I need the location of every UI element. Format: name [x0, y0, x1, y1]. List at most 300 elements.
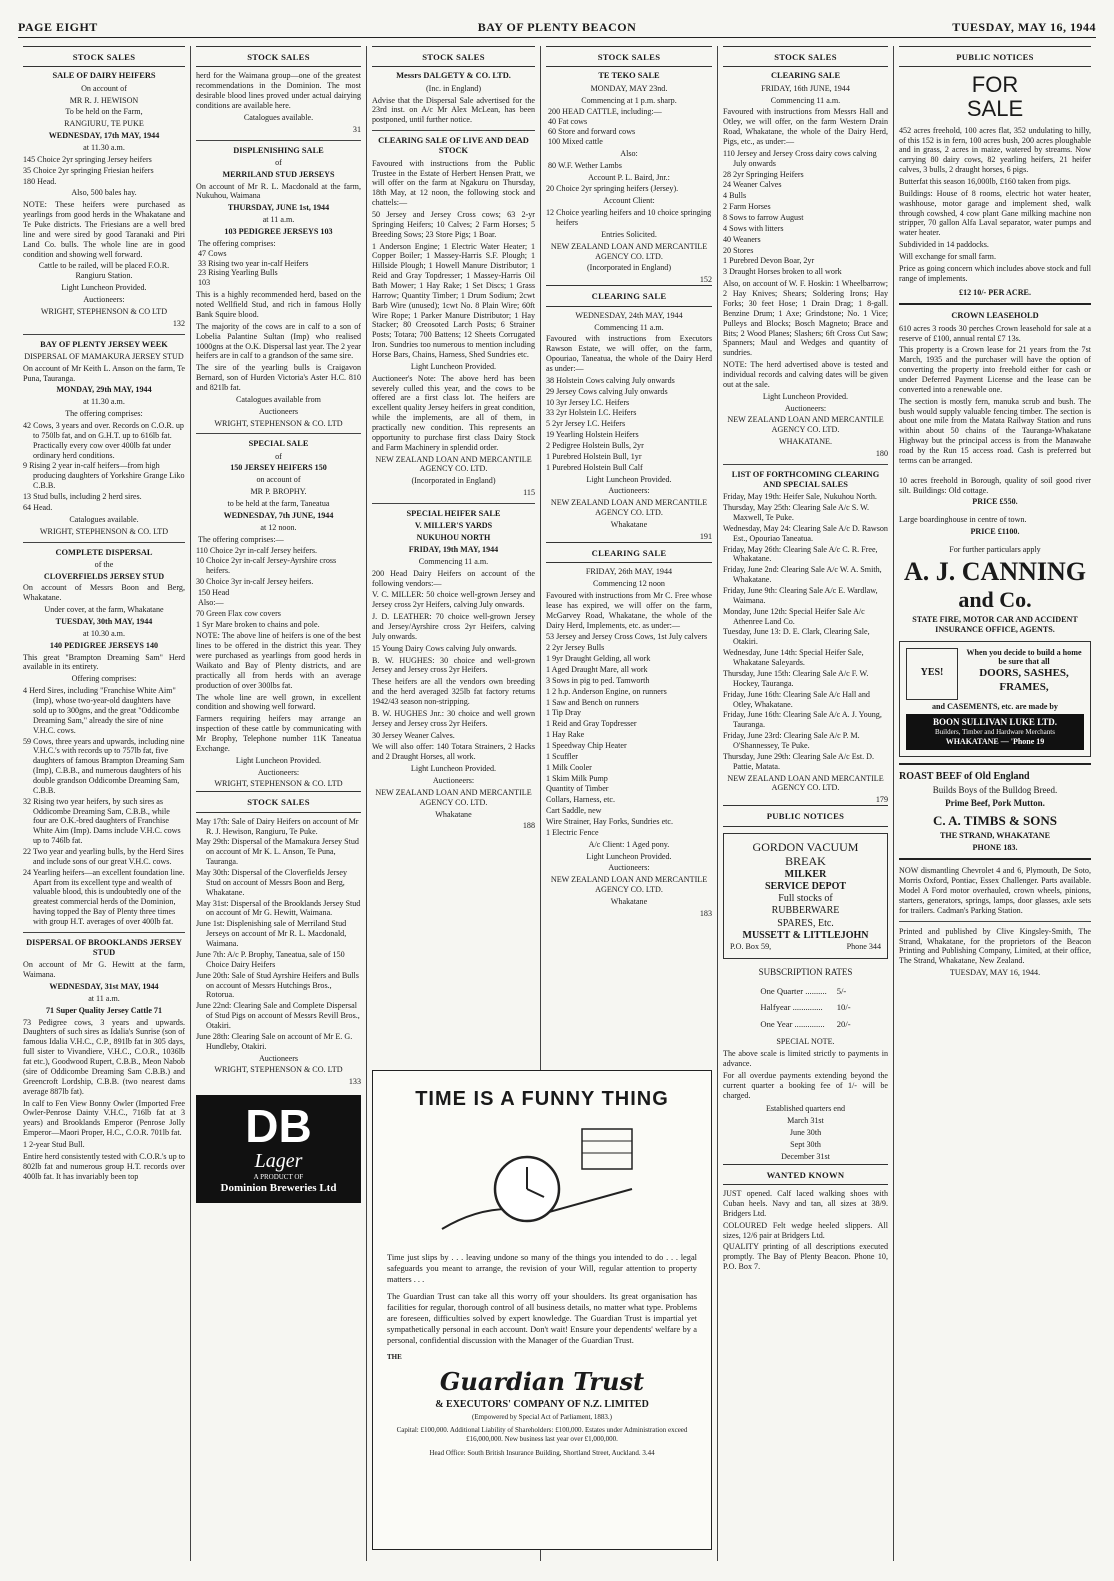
sale-list-item: Friday, June 16th: Clearing Sale A/c Hall and Otley, Whakatane. — [723, 689, 870, 709]
ad-text: Also, on account of W. F. Hoskin: 1 Wheelbarrow; 2 Hay Knives; Shears; Soldering Irons; Hay Forks; 30 feet Hose; 1 Drain Drag; 1 8-gall. Benzine Drum; 1 Axe; Grindstone; No. 1 Vice; Pulleys and Blocks; Bosch Magneto; Brace and Bits; 2 Wood Planes; Slashers; 6ft Cross Cut Saw; Spanners; Maul and Wedges and quantity of sundries. — [723, 279, 888, 358]
ad-text: Light Luncheon Provided. — [61, 283, 147, 293]
lot-item: 60 Store and forward cows — [548, 127, 636, 137]
ad-text: Whakatane — [610, 897, 648, 906]
ad-text: The offering comprises:— — [198, 534, 284, 544]
rate-label: Halfyear .............. — [760, 1002, 823, 1013]
lot-item: Quantity of Timber — [546, 784, 609, 794]
sale-list-item: June 1st: Displenishing sale of Merriland Stud Jerseys on account of Mr R. L. Macdonald, Waimana. — [196, 919, 347, 949]
quarter-date: Sept 30th — [790, 1139, 821, 1149]
ad-text: On account of Mr R. L. Macdonald at the farm, Nukuhou, Waimana — [196, 181, 361, 201]
ad-title: SPECIAL HEIFER SALE — [406, 509, 501, 519]
bsl-yes-caption: YES! — [920, 667, 944, 679]
ad-text: This great "Brampton Dreaming Sam" Herd available in its entirety. — [23, 652, 185, 672]
ad-text: Offering comprises: — [71, 674, 137, 684]
ad-title: Messrs DALGETY & CO. LTD. — [396, 71, 511, 81]
ad-text: STATE FIRE, MOTOR CAR AND ACCIDENT INSURANCE OFFICE, AGENTS. — [912, 614, 1078, 634]
ad-text: 1 Anderson Engine; 1 Electric Water Heater; 1 Copper Boiler; 1 Massey-Harris S.F. Plough; 1 Hillside Plough; 1 Howell Manure Distributor; 1 Reid and Gray Topdresser; 1 Massey-Harris Oil Bath Mower; 1 Hay Rake; 1 Set Discs; 1 Grass Harrow; Quantity Timber; 1 Drum Sodium; 2cwt Barb Wire (unused); 1cwt No. 8 Plain Wire; 60ft Wire Rope; 1 Parker Manure Distributor; 1 Hay Stacker; 80 Creosoted Larch Posts; 6 Strainer Posts; Totara; 700 Battens; 12 Sheets Corrugated Iron. Sundries too numerous to mention including Horse Bars, Chains, Harness, Shed Sundries etc. — [372, 241, 535, 359]
lot-item: 40 Fat cows — [548, 117, 588, 127]
ad-text: Buildings: House of 8 rooms, electric hot water heater, washhouse, motor garage and implement shed, walk through cowshed, 4 cow plant Gane milking machine non stripper, 70 gallon Alfa Laval separator, water pumps and water heater. — [899, 188, 1091, 238]
section-header: PUBLIC NOTICES — [723, 805, 888, 826]
sale-date: WEDNESDAY, 31st MAY, 1944 — [49, 982, 159, 992]
classified-ad: QUALITY printing of all descriptions executed promptly. The Bay of Plenty Beacon. Phone 10, P.O. Box 7. — [723, 1242, 888, 1272]
ad-headline: ROAST BEEF of Old England — [899, 770, 1030, 782]
issue-date: TUESDAY, MAY 16, 1944 — [952, 20, 1096, 34]
lot-item: 10 3yr Jersey I.C. Heifers — [546, 397, 630, 407]
sale-list-item: June 28th: Clearing Sale on account of Mr E. G. Hundleby, Otakiri. — [196, 1031, 353, 1051]
sale-date: FRIDAY, 26th MAY, 1944 — [585, 567, 673, 577]
ad-text: to be held at the farm, Taneatua — [227, 499, 330, 509]
ad-headline: SALE — [966, 95, 1024, 121]
ad-number: 31 — [352, 124, 361, 134]
rate-label: One Quarter .......... — [760, 985, 827, 996]
ad-footer — [387, 1449, 697, 1458]
sale-time: at 12 noon. — [260, 522, 297, 532]
section-header: PUBLIC NOTICES — [899, 46, 1091, 67]
ad-number: 179 — [875, 795, 888, 805]
section-header: STOCK SALES — [196, 46, 361, 67]
lot-item: 4 Bulls — [723, 191, 747, 201]
sale-date: THURSDAY, JUNE 1st, 1944 — [227, 203, 330, 213]
ad-text: 1 2-year Stud Bull. — [23, 1139, 85, 1149]
ad-text: MR R. J. HEWISON — [69, 95, 139, 105]
ad-text: SPARES, Etc. — [777, 917, 834, 929]
ad-text: We will also offer: 140 Totara Strainers, 2 Hacks and 2 Draught Horses, all work. — [372, 742, 535, 762]
lot-item: 22 Two year and yearling bulls, by the Herd Sires and include sons of our great V.H.C. cows. — [23, 846, 184, 866]
ad-headline: FOR — [971, 72, 1019, 98]
lot-item: 1 Tip Dray — [546, 708, 582, 718]
rate-value: 20/- — [836, 1018, 851, 1029]
lot-item: 4 Herd Sires, including "Franchise White Aim" (Imp), whose two-year-old daughters have sold up to 300gns, and the great "Oddicombe Dreaming Sam," already the sire of nine V.H.C. cows. — [23, 686, 180, 735]
ad-title: BAY OF PLENTY JERSEY WEEK — [40, 339, 168, 349]
sale-list-item: Monday, June 12th: Special Heifer Sale A/c Athenree Land Co. — [723, 606, 865, 626]
ad-text: Cattle to be railed, will be placed F.O.R. Rangiuru Station. — [38, 261, 170, 281]
ad-headline: GORDON VACUUM — [752, 839, 859, 854]
ad-text: Favoured with instructions from Mr C. Free whose lease has expired, we will offer on the farm, McGarvey Road, Whakatane, the whole of the Dairy Herd, Implements, etc. as under:— — [546, 590, 712, 630]
lot-item: 33 2yr Holstein I.C. Heifers — [546, 408, 637, 418]
price: PRICE £1100. — [970, 527, 1020, 537]
ad-text: The majority of the cows are in calf to a son of Lobelia Palantine Sultan (Imp) who realised 1000gns at the O.K. Dispersal last year. The 2 year heifers are in calf to a grandson of the same sire. — [196, 321, 361, 361]
price: £12 10/- PER ACRE. — [959, 287, 1031, 297]
ad-text: These heifers are all the vendors own breeding and the herd averaged 325lb fat factory returns 1942/43 season non-stripping. — [372, 677, 535, 707]
sale-date: WEDNESDAY, 24th MAY, 1944 — [575, 310, 683, 320]
lot-item: 180 Head. — [23, 176, 57, 186]
sale-list-item: Wednesday, May 24: Clearing Sale A/c D. Rawson Est., Opouriao Taneatua. — [723, 523, 888, 543]
ad-text: Also: — [620, 148, 638, 158]
ad-text: and CASEMENTS, etc. are made by — [932, 701, 1058, 711]
lot-heading: 150 JERSEY HEIFERS 150 — [230, 463, 327, 473]
ad-text: B. W. HUGHES: 30 choice and well-grown Jersey and Jersey cross 2yr Heifers. — [372, 655, 535, 675]
lot-item: 24 Yearling heifers—an excellent foundation line. Apart from its excellent type and wealth of valuable blood, this is undoubtedly one of the greatest commercial herds of the Dominion, having topped the Bay of Plenty three times with group H.T. averages of over 400lb fat. — [23, 867, 185, 926]
sale-time: at 11.30 a.m. — [83, 397, 125, 407]
sale-list-item: Friday, May 19th: Heifer Sale, Nukuhou North. — [723, 492, 877, 502]
ad-text: Head Office: South British Insurance Building, Shortland Street, Auckland. — [429, 1449, 641, 1458]
ad-text: On account of — [81, 83, 127, 93]
ad-title: TE TEKO SALE — [598, 71, 660, 81]
ad-text: This is a highly recommended herd, based on the noted Wellfield Stud, and rich in famous Holly Bank Squire blood. — [196, 290, 361, 319]
lot-item: 24 Weaner Calves — [723, 180, 782, 190]
table-row — [756, 984, 854, 998]
ad-title: CROWN LEASEHOLD — [951, 311, 1039, 321]
ad-text: 200 Head Dairy Heifers on account of the following vendors:— — [372, 568, 535, 588]
ad-text: of — [275, 451, 282, 461]
lot-heading: 140 PEDIGREE JERSEYS 140 — [49, 640, 159, 650]
lot-heading: 103 PEDIGREE JERSEYS 103 — [224, 227, 333, 237]
auctioneer-name: NEW ZEALAND LOAN AND MERCANTILE AGENCY CO. LTD. — [727, 773, 884, 793]
ad-text: This property is a Crown lease for 21 years from the 7st March, 1935 and the purchaser will have the option of converting the property into freehold either for cash or under Deferred Payment License and the lease can be converted into a renewable one. — [899, 345, 1091, 394]
ad-number: 115 — [523, 488, 535, 498]
column-stock-sales-3 — [367, 46, 540, 1061]
lot-item: 29 Jersey Cows calving July onwards — [546, 386, 668, 396]
lot-item: 1 9yr Draught Gelding, all work — [546, 654, 651, 664]
ad-text: The Guardian Trust can take all this worry off your shoulders. Its great organisation has facilities for regular, thorough control of all business details, no matter what type. Problems are foreseen, difficulties solved by expert knowledge. The Guardian Trust is impartial yet sympathetically personal in each account. Don't wait! Ensure your dependents' welfare by a personal, confidential discussion with the Manager of the Guardian Trust. — [387, 1292, 697, 1345]
ad-text: Light Luncheon Provided. — [410, 764, 497, 774]
lot-item: 1 Aged Draught Mare, all work — [546, 664, 648, 674]
newspaper-title: BAY OF PLENTY BEACON — [477, 20, 637, 34]
ad-text: Will exchange for small farm. — [899, 251, 996, 261]
sale-date: FRIDAY, 16th JUNE, 1944 — [761, 83, 850, 93]
ad-text: 15 Young Dairy Cows calving July onwards. — [372, 643, 517, 653]
lot-item: 1 Hay Rake — [546, 730, 585, 740]
sale-time: at 10.30 a.m. — [82, 628, 126, 638]
lot-item: 1 Syr Mare broken to chains and pole. — [196, 619, 320, 629]
auctioneer-name: NEW ZEALAND LOAN AND MERCANTILE AGENCY CO. LTD. — [727, 415, 884, 435]
ad-text: 50 Jersey and Jersey Cross cows; 63 2-yr Springing Heifers; 10 Calves; 2 Farm Horses; 5 Breeding Sows; 23 Store Pigs; 1 Boar. — [372, 209, 535, 239]
lot-item: 53 Jersey and Jersey Cross Cows, 1st July calvers — [546, 632, 708, 642]
sale-list-item: May 17th: Sale of Dairy Heifers on account of Mr R. J. Hewison, Rangiuru, Te Puke. — [196, 816, 359, 836]
classified-ad: JUST opened. Calf laced walking shoes with Cuban heels. Navy and tan, all sizes at 38/9. Bridgers Ltd. — [723, 1189, 888, 1218]
table-row — [756, 1000, 854, 1014]
lot-item: 47 Cows — [198, 248, 227, 258]
dominion-breweries-ad — [196, 1095, 361, 1203]
ad-text: herd for the Waimana group—one of the greatest recommendations in the Dominion. The most desirable blood lines proved under actual dairying conditions are available here. — [196, 71, 361, 111]
sale-date: WEDNESDAY, 7th JUNE, 1944 — [223, 510, 334, 520]
db-logo: DB — [245, 1100, 312, 1153]
lot-item: 145 Choice 2yr springing Jersey heifers — [23, 154, 152, 164]
ad-text: (Inc. in England) — [425, 83, 482, 93]
ad-text: When you decide to build a home be sure that all — [966, 647, 1082, 667]
ad-text: On account of Messrs Boon and Berg, Whakatane. — [23, 583, 185, 603]
ad-text: Auctioneers — [258, 406, 299, 416]
lot-item: 4 Sows with litters — [723, 223, 784, 233]
ad-text: RUBBERWARE — [771, 905, 840, 917]
company-logo: and Co. — [958, 586, 1032, 612]
building-icon — [582, 1129, 632, 1169]
sale-list-item: Tuesday, June 13: D. E. Clark, Clearing Sale, Otakiri. — [723, 627, 870, 647]
auctioneer-name: WRIGHT, STEPHENSON & CO. LTD — [214, 779, 343, 789]
ad-text: Light Luncheon Provided. — [762, 391, 849, 401]
sale-date: FRIDAY, 19th MAY, 1944 — [408, 545, 499, 554]
special-note-title: SPECIAL NOTE. — [776, 1037, 835, 1047]
ad-text: On account of Mr Keith L. Anson on the farm, Te Puna, Tauranga. — [23, 363, 185, 383]
section-header: STOCK SALES — [723, 46, 888, 67]
ad-text: MR P. BROPHY. — [250, 487, 307, 497]
subscription-title: SUBSCRIPTION RATES — [758, 966, 853, 977]
ad-title: SPECIAL SALE — [248, 439, 309, 449]
lot-item: 40 Weaners — [723, 234, 761, 244]
ad-text: Builders, Timber and Hardware Merchants — [935, 728, 1055, 737]
ad-text: Light Luncheon Provided. — [410, 361, 497, 371]
quarter-date: June 30th — [789, 1128, 822, 1138]
po-box: P.O. Box 59, — [730, 941, 772, 951]
lot-item: 1 Skim Milk Pump — [546, 773, 608, 783]
auctioneer-name: WRIGHT, STEPHENSON & CO. LTD — [39, 526, 169, 536]
auctioneer-name: NEW ZEALAND LOAN AND MERCANTILE AGENCY CO. LTD. — [375, 787, 532, 807]
ad-title: DISPLENISHING SALE — [233, 145, 324, 155]
ad-text: To be held on the Farm, — [65, 107, 143, 117]
lot-item: 1 Electric Fence — [546, 827, 599, 837]
auctioneer-name: WRIGHT, STEPHENSON & CO. LTD — [214, 418, 343, 428]
ad-text: Catalogues available from — [236, 394, 321, 404]
ad-text: 73 Pedigree cows, 3 years and upwards. Daughters of such sires as Idalia's Sunrise (son of famous Idalia V.H.C., C.P., 891lb fat in 305 days, full sister to Vivandiere, V.H.C., C.O.R., 1036lb fat etc.), Goodwood Rupert, C.B.B., Meon Nabob (sire of Oddicombe Dreaming Sam C.B.B.) and Greencroft Lordship, C.B.B. (two nearest dams average 887lb fat). — [23, 1017, 185, 1096]
ad-number: 3.44 — [642, 1449, 655, 1458]
ad-text: For all overdue payments extending beyond the current quarter a booking fee of 1/- will be charged. — [723, 1070, 888, 1100]
ad-text: Favoured with instructions from the Public Trustee in the Estate of Herbert Hensen Pratt, we will offer on the farm at Ngakuru on Thursday, 18th May, at 12 noon, the following stock and chattels:— — [372, 158, 535, 208]
company-name: BOON SULLIVAN LUKE LTD. — [932, 717, 1058, 728]
ad-title: COMPLETE DISPERSAL — [55, 547, 153, 557]
company-logo: A. J. CANNING — [904, 556, 1086, 586]
ad-subtitle: DISPERSAL OF MAMAKURA JERSEY STUD — [24, 351, 184, 361]
lot-item: Collars, Harness, etc. — [546, 795, 616, 805]
ad-text: Favoured with instructions from Messrs Hall and Otley, we will offer, on the farm Western Drain Road, Whakatane, the whole of the Dairy Herd, Pigs, etc., as under:— — [723, 107, 888, 147]
lot-item: 13 Stud bulls, including 2 herd sires. — [23, 492, 142, 502]
lot-item: 20 Choice 2yr springing heifers (Jersey). — [546, 184, 679, 194]
classified-ad: COLOURED Felt wedge heeled slippers. All sizes, 12/6 pair at Bridgers Ltd. — [723, 1220, 888, 1240]
lot-item: Also, 500 bales hay. — [71, 188, 137, 198]
lager-text: Lager — [254, 1150, 303, 1173]
sale-time: Commencing 12 noon — [593, 579, 665, 589]
sale-list-item: May 29th: Dispersal of the Mamakura Jersey Stud on account of Mr K. L. Anson, Te Puna, Tauranga. — [196, 837, 359, 867]
ad-text: (Empowered by Special Act of Parliament, 1883.) — [472, 1412, 612, 1421]
ad-title: CLEARING SALE — [770, 71, 841, 81]
quarter-date: December 31st — [781, 1151, 830, 1161]
ad-title: CLEARING SALE OF LIVE AND DEAD STOCK — [378, 136, 529, 156]
lot-item: 2 2yr Jersey Bulls — [546, 643, 605, 653]
ad-text: Entire herd consistently tested with C.O.R.'s up to 802lb fat and numerous group H.T. records over 400lb fat. It has invariably been top — [23, 1151, 185, 1181]
ad-text: Auctioneers: — [83, 295, 125, 305]
ad-text: Farmers requiring heifers may arrange an inspection of these cattle by communicating with Mr Brophy, Telephone number 11K Taneatua Exchange. — [196, 714, 361, 753]
lot-item: 3 Sows in pig to ped. Tamworth — [546, 675, 650, 685]
ad-text: Auctioneers: — [608, 486, 650, 496]
lot-item: 1 Reid and Gray Topdresser — [546, 719, 637, 729]
price: PRICE £550. — [972, 497, 1018, 507]
lot-item: 2 Farm Horses — [723, 202, 771, 212]
clock-hand-illustration — [432, 1119, 652, 1249]
ad-text: V. C. MILLER: 50 choice well-grown Jersey and Jersey cross 2yr Heifers, calving July onwards. — [372, 590, 535, 610]
imprint-date: TUESDAY, MAY 16, 1944. — [949, 968, 1041, 978]
ad-text: RANGIURU, TE PUKE — [64, 119, 144, 129]
lot-item: 100 Mixed cattle — [548, 137, 603, 147]
ad-subtitle: MERRILAND STUD JERSEYS — [222, 169, 335, 179]
ad-text: J. D. LEATHER: 70 choice well-grown Jersey and Jersey/Ayrshire cross 2yr Heifers, calving July onwards. — [372, 612, 535, 641]
section-header: STOCK SALES — [23, 46, 185, 67]
auctioneer-name: WRIGHT, STEPHENSON & CO. LTD — [214, 1065, 343, 1075]
lot-item: 110 Jersey and Jersey Cross dairy cows calving July onwards — [723, 148, 877, 168]
ad-subtitle: CLOVERFIELDS JERSEY STUD — [43, 571, 165, 581]
lot-item: 150 Head — [198, 587, 230, 597]
section-header: STOCK SALES — [372, 46, 535, 67]
ad-text: Whakatane — [435, 809, 472, 819]
auctioneer-name: NEW ZEALAND LOAN AND MERCANTILE AGENCY CO. LTD. — [550, 498, 708, 518]
ad-text: Auctioneers: — [257, 767, 300, 777]
ad-text: THE STRAND, WHAKATANE — [940, 830, 1050, 840]
lot-item: Cart Saddle, new — [546, 806, 602, 816]
ad-text: Auctioneers: — [432, 776, 475, 786]
ad-text: Catalogues available. — [69, 514, 139, 524]
column-stock-sales-4 — [541, 46, 717, 1061]
ad-note: NOTE: These heifers were purchased as yearlings from good herds in the Whakatane and Te Puke districts. The Friesians are a well bred line and were sired by good Taranaki and Piri Land Co. bulls. The whole line are in good condition and showing well forward. — [23, 200, 185, 259]
lot-item: 1 Scuffler — [546, 751, 578, 761]
lot-item: 3 Draught Horses broken to all work — [723, 267, 842, 277]
classified-ad: NOW dismantling Chevrolet 4 and 6, Plymouth, De Soto, Morris Oxford, Pontiac, Essex Challenger. Parts available. Model A Ford motor overhauled, crown wheels, pinions, starters, generators, springs, lamps, door glasses, axle sets for trailers. Cadman's Parking Station. — [899, 866, 1091, 915]
lot-item: 35 Choice 2yr springing Friesian heifers — [23, 165, 154, 175]
sale-list-item: May 31st: Dispersal of the Brooklands Jersey Stud on account of Mr G. Hewitt, Waimana. — [196, 898, 361, 918]
man-with-sign-illustration — [906, 648, 958, 700]
lot-item: 64 Head. — [23, 502, 53, 512]
ad-text: The section is mostly fern, manuka scrub and bush. The bush would supply valuable fencing timber. The section is about one mile from the Matata Railway Station and runs within about 50 chains of the Tauranga-Whakatane Highway but the principal access is from the Manawahe road by the Run 15 access road. Cash is preferred but terms can be arranged. — [899, 396, 1091, 465]
ad-text: Prime Beef, Pork Mutton. — [945, 797, 1045, 808]
ad-headline: TIME IS A FUNNY THING — [415, 1088, 669, 1110]
ad-text: 10 acres freehold in Borough, quality of soil good river silt. Buildings: Old cottage. — [899, 475, 1091, 495]
ad-number: 188 — [522, 821, 535, 831]
ad-text: Price as going concern which includes above stock and full range of implements. — [899, 263, 1091, 283]
phone-number: WHAKATANE — 'Phone 19 — [945, 736, 1045, 746]
sale-list-item: June 22nd: Clearing Sale and Complete Dispersal of Stud Pigs on account of Messrs Revill Bros., Otakiri. — [196, 1001, 360, 1030]
lot-item: 10 Choice 2yr in-calf Jersey-Ayrshire cross heifers. — [196, 556, 337, 576]
sale-list-item: Friday, June 2nd: Clearing Sale A/c W. A. Smith, Whakatane. — [723, 565, 882, 585]
ad-note: Auctioneer's Note: The above herd has been severely culled this year, and the cows to be offered are a first class lot. The heifers are excellent quality Jersey heifers in great condition, while the implements, are all of them, in practically new condition. This represents an opportunity to purchase first class Dairy Stock and Farm Machinery in splendid order. — [372, 373, 535, 452]
sale-list-item: Wednesday, June 14th: Special Heifer Sale, Whakatane Saleyards. — [723, 648, 864, 668]
sale-list-item: June 20th: Sale of Stud Ayrshire Heifers and Bulls on account of Messrs Hutchings Bros., Rotorua. — [196, 970, 359, 1000]
lot-item: 9 Rising 2 year in-calf heifers—from high producing daughters of Yorkshire Grange Liko C.B.B. — [23, 461, 185, 491]
ad-text: In calf to Fen View Bonny Owler (Imported Free Owler-Penrose Dainty V.H.C., 716lb fat at 3 years) and Brooklands Emperor (Penrose Jolly Emperor—Maori Proper, H.C., C.O.R. 701lb fat. — [23, 1098, 185, 1138]
lot-item: 12 Choice yearling heifers and 10 choice springing heifers — [546, 208, 712, 228]
ad-text: Under cover, at the farm, Whakatane — [44, 605, 164, 615]
for-sale-heading — [899, 73, 1091, 119]
column-public-notices — [894, 46, 1096, 1561]
ad-text: on account of — [256, 475, 301, 485]
ad-number: 183 — [699, 908, 712, 918]
ad-text: The offering comprises: — [198, 238, 276, 248]
lot-item: 59 Cows, three years and upwards, including nine V.H.C.'s with records up to 757lb fat, five daughters of famous Brampton Dreaming Sam (Imp), C.B.B., and numerous daughters of his double grandson Oddicombe Dreaming Sam, C.B.B. — [23, 736, 185, 795]
sale-time: Commencing 11 a.m. — [594, 322, 664, 332]
lot-item: 20 Stores — [723, 245, 754, 255]
ad-text: Also:— — [198, 597, 224, 607]
ad-text: Subdivided in 14 paddocks. — [899, 240, 989, 250]
lot-item: 110 Choice 2yr in-calf Jersey heifers. — [196, 545, 318, 555]
gordon-vacuum-ad — [723, 833, 888, 959]
lot-item: 23 Rising Yearling Bulls — [198, 268, 278, 278]
ad-text: Entries Solicited. — [601, 229, 657, 239]
ad-text: 452 acres freehold, 100 acres flat, 352 undulating to hilly, of this 152 is in fern, 100 acres bush, 200 acres ploughable and in grass, 2 acres in maize, watered by streams. Now carrying 80 dairy cows, 82 yearling heifers, 21 heifer calves, 3 bulls, 2 draught horses, 6 pigs. — [899, 125, 1091, 175]
ad-title: SALE OF DAIRY HEIFERS — [52, 71, 156, 81]
ad-text: A PRODUCT OF — [253, 1173, 304, 1182]
sale-list-item: Friday, June 9th: Clearing Sale A/c E. Wardlaw, Waimana. — [723, 586, 878, 605]
sale-time: at 11 a.m. — [88, 993, 120, 1003]
sale-list-item: Thursday, June 29th: Clearing Sale A/c Est. D. Pattie, Matata. — [723, 751, 874, 771]
ad-number: 132 — [172, 318, 185, 328]
column-stock-sales-1 — [18, 46, 190, 1561]
ad-text: Butterfat this season 16,000lb, £160 taken from pigs. — [899, 176, 1071, 186]
ad-title: DISPERSAL OF BROOKLANDS JERSEY STUD — [26, 937, 182, 958]
ad-text: Favoured with instructions from Executors Rawson Estate, we will offer, on the farm, Opouriao, Taneatua, the whole of the Dairy Herd as under:— — [546, 334, 712, 373]
ad-headline: BREAK — [785, 854, 826, 869]
ad-text: 610 acres 3 roods 30 perches Crown leasehold for sale at a reserve of £100, annual rental £7 13s. — [899, 323, 1091, 343]
lot-item: 1 Purebred Devon Boar, 2yr — [723, 256, 815, 266]
lot-item: 1 Purebred Holstein Bull Calf — [546, 462, 643, 472]
ad-text: Account P. L. Baird, Jnr.: — [588, 172, 670, 182]
ad-note: NOTE: The above line of heifers is one of the best lines to be offered in the district this year. They were purchased as yearlings from good herds in Waikato and Bay of Plenty districts, and are practically all from herds with an average production of over 300lbs fat. — [196, 631, 361, 690]
guardian-trust-ad — [372, 1070, 712, 1550]
ad-text: Advise that the Dispersal Sale advertised for the 23rd inst. on A/c Mr Alex McLean, has been postponed, until further notice. — [372, 95, 535, 125]
ad-text: of the — [94, 559, 114, 569]
sale-date: MONDAY, MAY 23nd. — [590, 83, 668, 93]
auctioneer-name: NEW ZEALAND LOAN AND MERCANTILE AGENCY CO. LTD. — [375, 454, 532, 474]
sale-date: MONDAY, 29th MAY, 1944 — [56, 385, 152, 395]
ad-number: 180 — [875, 448, 888, 458]
company-name: MUSSETT & LITTLEJOHN — [742, 929, 869, 941]
lot-item: 1 Speedway Chip Heater — [546, 740, 627, 750]
ad-text: For further particulars apply — [949, 545, 1041, 554]
lot-item: 28 2yr Springing Heifers — [723, 169, 804, 179]
bsl-ad-row — [906, 648, 1084, 700]
company-name: C. A. TIMBS & SONS — [932, 812, 1057, 828]
ad-text: Auctioneers: — [608, 863, 650, 873]
ad-title: LIST OF FORTHCOMING CLEARING AND SPECIAL SALES — [731, 469, 880, 490]
lot-item: 8 Sows to farrow August — [723, 213, 804, 223]
column-stock-sales-2 — [191, 46, 366, 1561]
ad-subtitle: V. MILLER'S YARDS — [414, 521, 493, 531]
section-header: WANTED KNOWN — [723, 1164, 888, 1185]
contact-row — [730, 942, 881, 952]
lot-item: 42 Cows, 3 years and over. Records on C.O.R. up to 750lb fat, and on G.H.T. up to 616lb fat. Practically every cow over 400lb fat under ordinary herd conditions. — [23, 421, 184, 460]
ad-text: (Incorporated in England) — [411, 476, 496, 486]
ad-text: SERVICE DEPOT — [764, 881, 847, 893]
lot-item: 80 W.F. Wether Lambs — [548, 160, 622, 170]
lot-item: 30 Choice 3yr in-calf Jersey heifers. — [196, 577, 314, 587]
lot-item: 103 — [198, 278, 211, 288]
ad-text: WHAKATANE. — [778, 437, 833, 447]
ad-text: Auctioneers: — [784, 403, 827, 413]
ad-text: of — [275, 157, 282, 167]
table-row — [756, 1017, 854, 1031]
lot-item: 70 Green Flax cow covers — [196, 608, 281, 618]
ad-headline: DOORS, SASHES, FRAMES, — [979, 667, 1069, 693]
ad-text: Time just slips by . . . leaving undone so many of the things you intended to do . . . legal safeguards you meant to arrange, the revision of your Will, regular attention to property matters . . . — [387, 1253, 697, 1285]
rate-value: 5/- — [836, 985, 847, 996]
ad-title: CLEARING SALE — [546, 542, 712, 563]
ad-number: 133 — [348, 1077, 361, 1087]
quarter-date: March 31st — [787, 1116, 824, 1126]
phone-number: Phone 344 — [846, 941, 881, 951]
ad-text: MILKER — [784, 868, 827, 880]
ad-text: The sire of the yearling bulls is Craigavon Bernard, son of Hurden Victoria's Aster H.C. 810 and 821lb fat. — [196, 363, 361, 392]
ad-number: 152 — [699, 275, 712, 285]
lot-item: 2 Pedigree Holstein Bulls, 2yr — [546, 441, 644, 450]
lot-item: 19 Yearling Holstein Heifers — [546, 430, 639, 440]
ad-text: The offering comprises: — [65, 409, 143, 419]
lot-item: 1 Milk Cooler — [546, 762, 592, 772]
boon-sullivan-luke-ad — [899, 641, 1091, 757]
sale-list-item: Thursday, May 25th: Clearing Sale A/c S. W. Maxwell, Te Puke. — [723, 503, 870, 523]
sale-time: at 11.30 a.m. — [83, 143, 125, 153]
ad-note: NOTE: The herd advertised above is tested and individual records and calving dates will be given out at the sale. — [723, 360, 888, 389]
lot-item: 32 Rising two year heifers, by such sires as Oddicombe Dreaming Sam, C.B.B., while four are O.K.-bred daughters of Franchise White Aim (Imp). Dams include V.H.C. cows up to 746lb fat. — [23, 796, 181, 846]
rate-label: One Year .............. — [760, 1018, 825, 1029]
sale-time: Commencing 11 a.m. — [770, 95, 841, 105]
ad-text: Established quarters end — [765, 1104, 846, 1114]
auctioneer-name: NEW ZEALAND LOAN AND MERCANTILE AGENCY CO. LTD. — [550, 875, 708, 895]
ad-text: Large boardinghouse in centre of town. — [899, 515, 1027, 525]
